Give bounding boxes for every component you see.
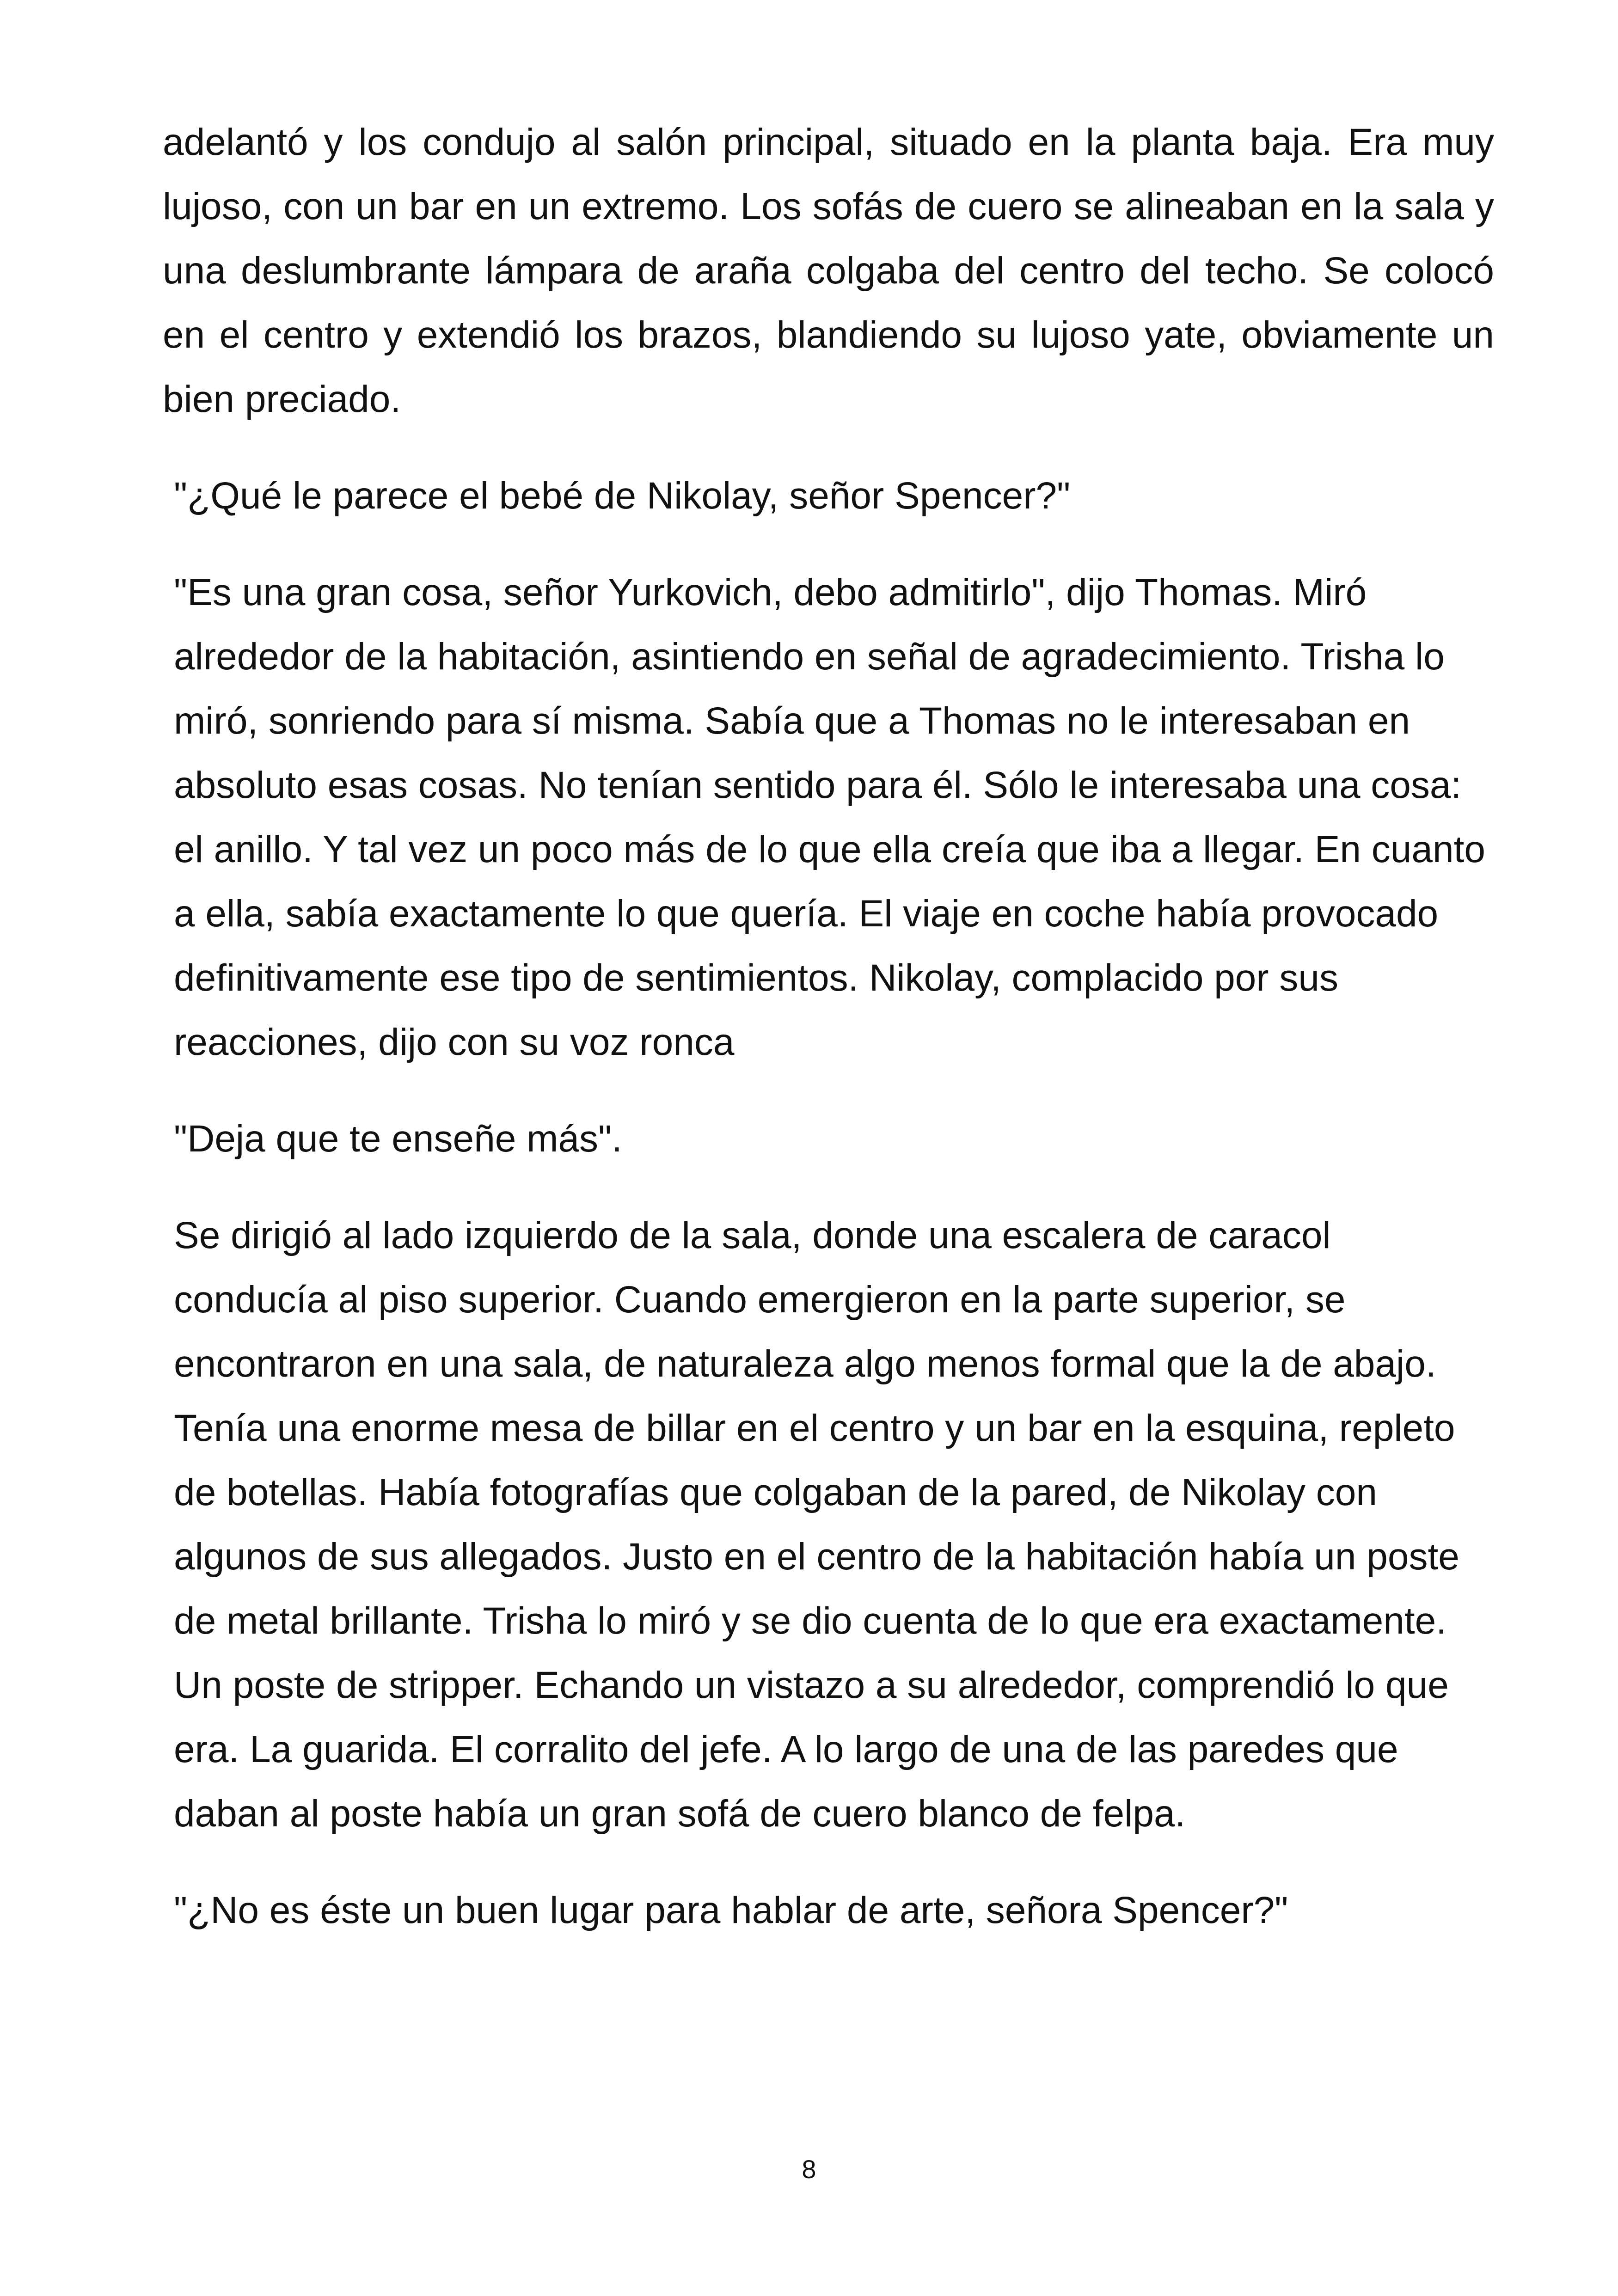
page-number: 8 (802, 2155, 816, 2184)
paragraph-dialog-art-question: "¿No es éste un buen lugar para hablar de arte, señora Spencer?" (174, 1889, 1288, 1931)
paragraph-upstairs-description: Se dirigió al lado izquierdo de la sala, donde una escalera de caracol conducía al piso superior. Cuando emergieron en la parte superior, se encontraron en una sala, de naturaleza algo menos formal que la de abajo. Tenía una enorme mesa de billar en el centro y un bar en la esquina, repleto de botellas. Había fotografías que colgaban de la pared, de Nikolay con algunos de sus allegados. Justo en el centro de la habitación había un poste de metal brillante. Trisha lo miró y se dio cuenta de lo que era exactamente. Un poste de stripper. Echando un vistazo a su alrededor, comprendió lo que era. La guarida. El corralito del jefe. A lo largo de una de las paredes que daban al poste había un gran sofá de cuero blanco de felpa. (174, 1214, 1459, 1835)
paragraph-salon-description: adelantó y los condujo al salón principal, situado en la planta baja. Era muy lujoso, con un bar en un extremo. Los sofás de cuero se alineaban en la sala y una deslumbrante lámpara de araña colgaba del centro del techo. Se colocó en el centro y extendió los brazos, blandiendo su lujoso yate, obviamente un bien preciado. (163, 121, 1494, 420)
paragraph-dialog-nikolay-question: "¿Qué le parece el bebé de Nikolay, señor Spencer?" (174, 475, 1071, 517)
paragraph-dialog-show-more: "Deja que te enseñe más". (174, 1118, 622, 1160)
paragraph-thomas-reply: "Es una gran cosa, señor Yurkovich, debo admitirlo", dijo Thomas. Miró alrededor de la habitación, asintiendo en señal de agradecimiento. Trisha lo miró, sonriendo para sí misma. Sabía que a Thomas no le interesaban en absoluto esas cosas. No tenían sentido para él. Sólo le interesaba una cosa: el anillo. Y tal vez un poco más de lo que ella creía que iba a llegar. En cuanto a ella, sabía exactamente lo que quería. El viaje en coche había provocado definitivamente ese tipo de sentimientos. Nikolay, complacido por sus reacciones, dijo con su voz ronca (174, 571, 1485, 1063)
body-text (163, 110, 1494, 1975)
